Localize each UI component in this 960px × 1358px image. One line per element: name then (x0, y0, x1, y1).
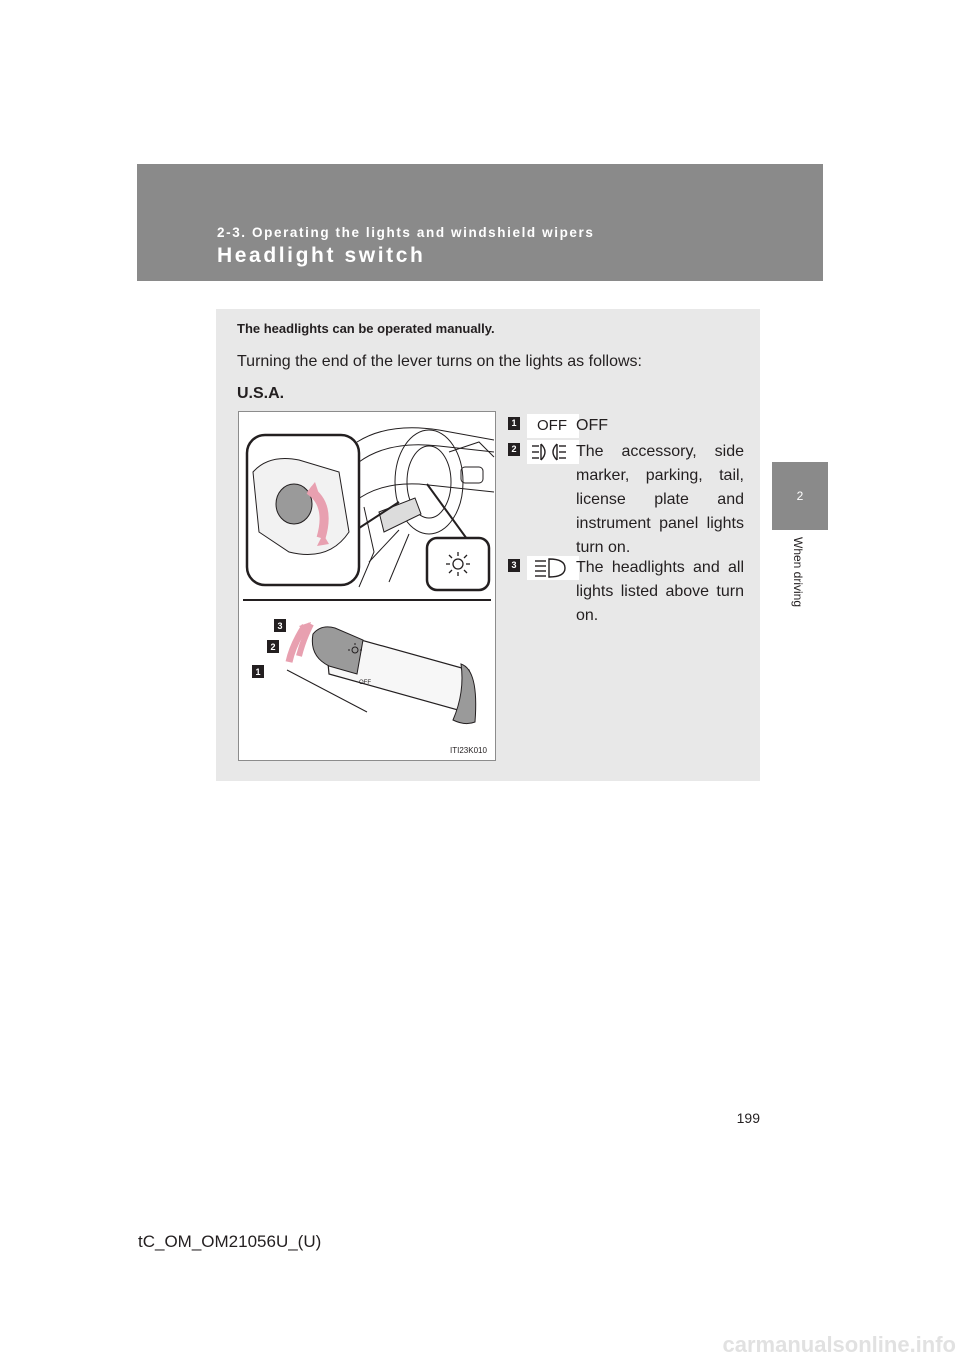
document-code: tC_OM_OM21056U_(U) (138, 1232, 322, 1251)
svg-text:3: 3 (277, 621, 283, 631)
item-text: OFF (576, 417, 608, 434)
side-tab (772, 462, 828, 530)
svg-text:1: 1 (255, 667, 261, 677)
svg-text:2: 2 (270, 642, 276, 652)
header-band (137, 164, 823, 281)
intro-text: Turning the end of the lever turns on the lights as follows: (237, 353, 642, 370)
watermark-text: carmanualsonline.info (722, 1332, 956, 1357)
side-tab-label-wrapper (789, 537, 807, 627)
page-title: Headlight switch (217, 244, 426, 267)
lever-drawing (287, 622, 476, 724)
section-label: 2-3. Operating the lights and windshield wipers (217, 225, 595, 240)
parking-lamp-glyph (527, 440, 579, 464)
callout-2 (267, 640, 279, 653)
item-text: The accessory, side marker, parking, tail, license plate and instrument panel lights turn on. (576, 443, 744, 556)
item-number: 3 (508, 559, 520, 572)
lead-text: The headlights can be operated manually. (237, 321, 495, 336)
off-icon-label: OFF (537, 417, 567, 434)
lever-off-mark: OFF (359, 680, 371, 686)
page-number: 199 (736, 1110, 760, 1126)
region-label: U.S.A. (237, 385, 285, 402)
side-tab-number: 2 (796, 489, 804, 503)
side-tab-label: When driving (791, 537, 805, 608)
parking-lamp-icon (527, 440, 579, 464)
headlamp-icon (527, 556, 579, 580)
off-text-icon (527, 414, 579, 438)
item-text: The headlights and all lights listed above turn on. (576, 559, 744, 624)
illustration-code: ITI23K010 (450, 746, 487, 755)
callout-1 (252, 665, 264, 678)
headlight-lever-illustration (238, 411, 496, 761)
headlamp-glyph (527, 556, 579, 580)
illustration-drawing (239, 412, 495, 760)
light-symbol-frame (427, 538, 489, 590)
item-number: 1 (508, 417, 520, 430)
item-number: 2 (508, 443, 520, 456)
callout-3 (274, 619, 286, 632)
